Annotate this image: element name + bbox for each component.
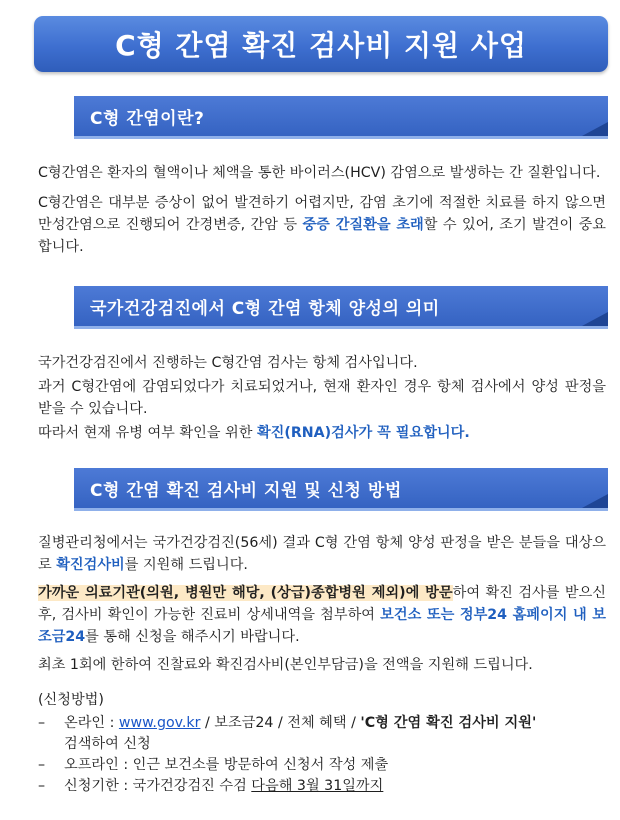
section-3-body [38, 532, 606, 676]
section-heading-1 [34, 96, 608, 136]
section-3-p3: 최초 1회에 한하여 진찰료와 확진검사비(본인부담금)을 전액을 지원해 드립니다. [38, 657, 533, 673]
section-1-body [38, 162, 606, 258]
dash: – [38, 778, 46, 794]
section-1-title: C형 간염이란? [90, 108, 205, 129]
method-label: (신청방법) [38, 692, 104, 708]
bold-text: 'C형 간염 확진 검사비 지원' [360, 715, 537, 731]
text: 를 통해 신청을 해주시기 바랍니다. [85, 629, 300, 645]
text: 할 수 있어, 조기 발견이 중요합니다. [38, 217, 606, 255]
gov-link[interactable]: www.gov.kr [118, 715, 201, 731]
section-2-p2: 과거 C형간염에 감염되었다가 치료되었거나, 현재 환자인 경우 항체 검사에서 양성 판정을 받을 수 있습니다. [38, 379, 606, 417]
text: C형간염은 대부분 증상이 없어 발견하기 어렵지만, 감염 초기에 적절한 치료를 하지 않으면 만성간염으로 진행되어 간경변증, 간암 등 [38, 195, 606, 233]
highlight-text: 확진(RNA)검사가 꼭 필요합니다. [256, 425, 470, 441]
section-1-p2 [38, 192, 606, 258]
text: 온라인 : [64, 715, 119, 731]
method-offline [38, 755, 606, 776]
method-deadline [38, 776, 606, 797]
section-1-p1: C형간염은 환자의 혈액이나 체액을 통한 바이러스(HCV) 감염으로 발생하는 간 질환입니다. [38, 165, 601, 181]
section-heading-3 [34, 468, 608, 508]
section-3-p1 [38, 532, 606, 576]
marker-highlight: 가까운 의료기관(의원, 병원만 해당, (상급)종합병원 제외)에 방문 [38, 585, 453, 601]
deadline-date: 다음해 3월 31일까지 [251, 778, 384, 794]
method-online [38, 713, 606, 755]
dash: – [38, 757, 46, 773]
page-title: C형 간염 확진 검사비 지원 사업 [115, 29, 527, 62]
text: 를 지원해 드립니다. [124, 557, 248, 573]
section-2-p3 [38, 422, 606, 444]
application-methods [38, 690, 606, 797]
highlight-text: 중증 간질환을 초래 [302, 217, 424, 233]
section-2-body [38, 352, 606, 444]
section-heading-2 [34, 286, 608, 326]
section-2-p1: 국가건강검진에서 진행하는 C형간염 검사는 항체 검사입니다. [38, 355, 418, 371]
text: 하여 확진 검사를 받으신 후, 검사비 확인이 가능한 진료비 상세내역을 첨부하여 [38, 585, 606, 623]
highlight-text: 확진검사비 [56, 557, 125, 573]
section-2-title: 국가건강검진에서 C형 간염 항체 양성의 의미 [90, 298, 440, 319]
text: 검색하여 신청 [64, 736, 151, 752]
highlight-text: 보건소 또는 정부24 홈페이지 내 보조금24 [38, 607, 607, 645]
section-3-title: C형 간염 확진 검사비 지원 및 신청 방법 [90, 480, 402, 501]
section-3-p2 [38, 582, 606, 648]
title-banner [34, 16, 608, 72]
text: / 보조금24 / 전체 혜택 / [200, 715, 361, 731]
text: 따라서 현재 유병 여부 확인을 위한 [38, 425, 257, 441]
dash: – [38, 715, 46, 731]
text: 질병관리청에서는 국가건강검진(56세) 결과 C형 간염 항체 양성 판정을 받은 분들을 대상으로 [38, 535, 606, 573]
text: 오프라인 : 인근 보건소를 방문하여 신청서 작성 제출 [64, 757, 389, 773]
text: 신청기한 : 국가건강검진 수검 [64, 778, 252, 794]
